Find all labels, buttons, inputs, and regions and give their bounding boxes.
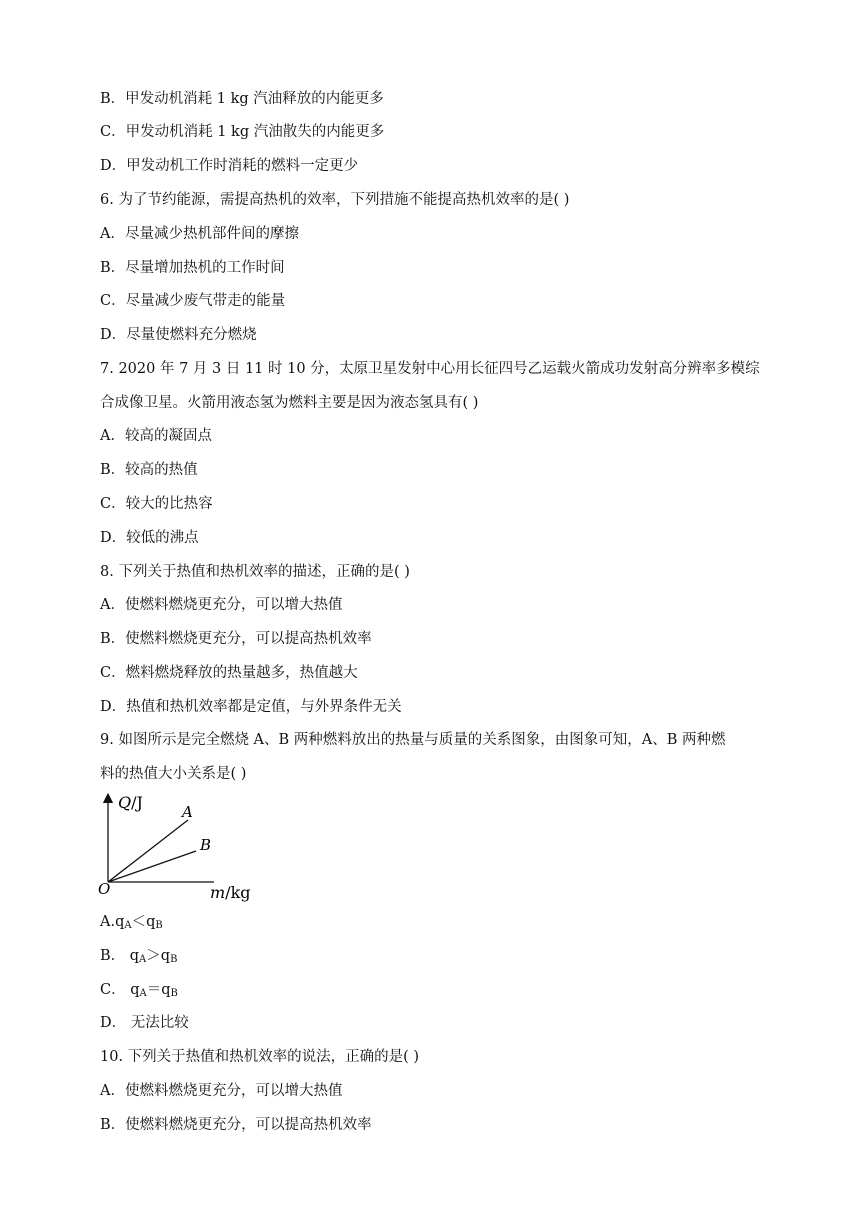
q9-stem-line1: 9. 如图所示是完全燃烧 A、B 两种燃料放出的热量与质量的关系图象，由图象可知，A、B 两种燃 [100, 732, 726, 748]
graph-line-b [108, 851, 196, 882]
q8-option-c: C．燃料燃烧释放的热量越多，热值越大 [100, 665, 358, 681]
q8-option-d: D．热值和热机效率都是定值，与外界条件无关 [100, 699, 402, 715]
graph-label-b: B [200, 836, 212, 854]
q7-stem-line2: 合成像卫星。火箭用液态氢为燃料主要是因为液态氢具有( ) [100, 395, 479, 411]
q7-option-c: C．较大的比热容 [100, 496, 213, 512]
graph-line-a [108, 820, 188, 882]
q10-option-b: B．使燃料燃烧更充分，可以提高热机效率 [100, 1117, 372, 1133]
q5-option-d: D．甲发动机工作时消耗的燃料一定更少 [100, 158, 359, 174]
q10-stem: 10. 下列关于热值和热机效率的说法，正确的是( ) [100, 1049, 420, 1065]
q9-option-c: C． $q_A=q_B$ [100, 982, 178, 999]
q6-option-b: B．尽量增加热机的工作时间 [100, 260, 285, 276]
q8-stem: 8. 下列关于热值和热机效率的描述，正确的是( ) [100, 564, 410, 580]
q6-option-a: A．尽量减少热机部件间的摩擦 [100, 226, 299, 242]
graph-label-a: A [182, 803, 193, 821]
graph-origin: O [98, 880, 111, 898]
q7-option-d: D．较低的沸点 [100, 530, 199, 546]
q5-option-b: B．甲发动机消耗 1 kg 汽油释放的内能更多 [100, 91, 384, 107]
q8-option-b: B．使燃料燃烧更充分，可以提高热机效率 [100, 631, 372, 647]
q9-option-d: D． 无法比较 [100, 1015, 189, 1031]
q7-option-b: B．较高的热值 [100, 462, 198, 478]
graph-x-label: m/kg [210, 883, 251, 902]
q8-option-a: A．使燃料燃烧更充分，可以增大热值 [100, 597, 343, 613]
q9-stem-line2: 料的热值大小关系是( ) [100, 766, 247, 782]
q6-option-c: C．尽量减少废气带走的能量 [100, 293, 286, 309]
q6-stem: 6. 为了节约能源，需提高热机的效率，下列措施不能提高热机效率的是( ) [100, 192, 570, 208]
q9-option-a: $A.q_A<q_B$ [100, 914, 163, 931]
q9-option-b: B． $q_A>q_B$ [100, 948, 178, 965]
q10-option-a: A．使燃料燃烧更充分，可以增大热值 [100, 1083, 343, 1099]
q6-option-d: D．尽量使燃料充分燃烧 [100, 327, 257, 343]
q5-option-c: C．甲发动机消耗 1 kg 汽油散失的内能更多 [100, 124, 385, 140]
q7-stem-line1: 7. 2020 年 7 月 3 日 11 时 10 分，太原卫星发射中心用长征四号乙运载火箭成功发射高分辨率多模综 [100, 361, 760, 377]
graph-y-label: Q/J [118, 793, 143, 812]
q9-graph [96, 792, 256, 902]
q7-option-a: A．较高的凝固点 [100, 428, 212, 444]
